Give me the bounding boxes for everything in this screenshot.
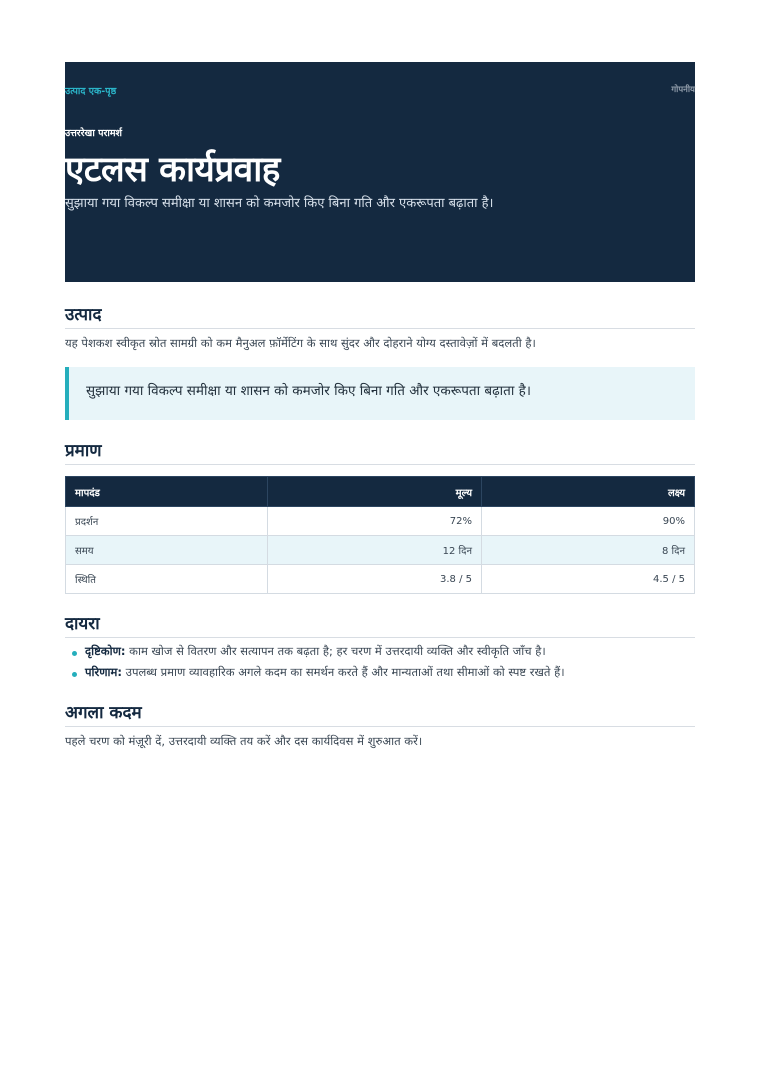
scope-heading: दायरा xyxy=(65,611,695,638)
list-item xyxy=(85,665,695,680)
list-item-label: दृष्टिकोण: xyxy=(85,644,126,658)
column-header-target: लक्ष्य xyxy=(482,477,695,507)
next-step-section xyxy=(65,700,695,749)
page-subtitle: सुझाया गया विकल्प समीक्षा या शासन को कमजोर किए बिना गति और एकरूपता बढ़ाता है। xyxy=(65,196,494,211)
next-step-text: पहले चरण को मंज़ूरी दें, उत्तरदायी व्यक्ति तय करें और दस कार्यदिवस में शुरुआत करें। xyxy=(65,734,423,748)
table-cell-metric: स्थिति xyxy=(66,565,268,594)
list-item-text: काम खोज से वितरण और सत्यापन तक बढ़ता है; हर चरण में उत्तरदायी व्यक्ति और स्वीकृति जाँच है। xyxy=(125,644,546,658)
table-cell-target: 4.5 / 5 xyxy=(482,565,695,594)
table-header-row xyxy=(66,477,695,507)
table-cell-target: 90% xyxy=(482,507,695,536)
product-heading: उत्पाद xyxy=(65,302,695,329)
table-row xyxy=(66,565,695,594)
evidence-section xyxy=(65,438,695,465)
confidentiality-label: गोपनीय xyxy=(671,85,695,95)
scope-section xyxy=(65,611,695,686)
list-item xyxy=(85,644,695,659)
key-message-callout xyxy=(65,367,695,420)
next-step-heading: अगला कदम xyxy=(65,700,695,727)
table-cell-value: 3.8 / 5 xyxy=(268,565,482,594)
callout-text: सुझाया गया विकल्प समीक्षा या शासन को कमजोर किए बिना गति और एकरूपता बढ़ाता है। xyxy=(86,383,531,399)
list-item-label: परिणाम: xyxy=(85,665,122,679)
table-row xyxy=(66,507,695,536)
company-name: उत्तररेखा परामर्श xyxy=(65,128,122,139)
table-cell-value: 12 दिन xyxy=(268,536,482,565)
table-cell-value: 72% xyxy=(268,507,482,536)
table-cell-metric: समय xyxy=(66,536,268,565)
one-pager-page xyxy=(65,62,695,748)
page-title: एटलस कार्यप्रवाह xyxy=(65,150,280,190)
table-row xyxy=(66,536,695,565)
column-header-value: मूल्य xyxy=(268,477,482,507)
hero-banner xyxy=(65,62,695,282)
evidence-table xyxy=(65,476,695,594)
column-header-metric: मापदंड xyxy=(66,477,268,507)
table-cell-metric: प्रदर्शन xyxy=(66,507,268,536)
document-type-label: उत्पाद एक-पृष्ठ xyxy=(65,86,117,97)
list-item-text: उपलब्ध प्रमाण व्यावहारिक अगले कदम का समर्थन करते हैं और मान्यताओं तथा सीमाओं को स्पष्ट रखते हैं। xyxy=(121,665,565,679)
scope-list xyxy=(65,644,695,680)
evidence-heading: प्रमाण xyxy=(65,438,695,465)
product-section xyxy=(65,302,695,351)
product-description: यह पेशकश स्वीकृत स्रोत सामग्री को कम मैनुअल फ़ॉर्मेटिंग के साथ सुंदर और दोहराने योग्य दस्तावेज़ों में बदलती है। xyxy=(65,336,536,350)
table-cell-target: 8 दिन xyxy=(482,536,695,565)
